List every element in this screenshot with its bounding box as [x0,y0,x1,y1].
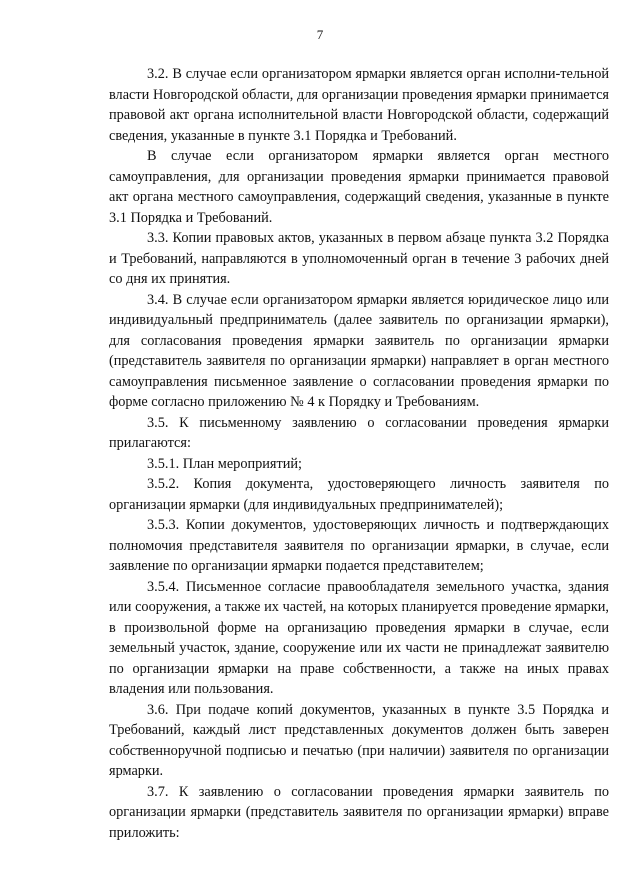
paragraph-3-6: 3.6. При подаче копий документов, указанных в пункте 3.5 Порядка и Требований, каждый лист представленных документов должен быть заверен собственноручной подписью и печатью (при наличии) заявителя по организации ярмарки. [109,701,609,779]
paragraph-3-4: 3.4. В случае если организатором ярмарки является юридическое лицо или индивидуальный предприниматель (далее заявитель по организации ярмарки), для согласования проведения ярмарки заявитель по организации ярмарки (представитель заявителя по организации ярмарки) направляет в орган местного самоуправления письменное заявление о согласовании проведения ярмарки по форме согласно приложению № 4 к Порядку и Требованиям. [109,291,609,410]
paragraph-3-5-2: 3.5.2. Копия документа, удостоверяющего личность заявителя по организации ярмарки (для индивидуальных предпринимателей); [109,476,609,513]
paragraph-3-2-local: В случае если организатором ярмарки является орган местного самоуправления, для организации проведения ярмарки принимается правовой акт органа местного самоуправления, содержащий сведения, указанные в пункте 3.1 Порядка и Требований. [109,148,609,226]
paragraph-3-3: 3.3. Копии правовых актов, указанных в первом абзаце пункта 3.2 Порядка и Требований, направляются в уполномоченный орган в течение 3 рабочих дней со дня их принятия. [109,230,609,287]
document-body [109,64,609,843]
paragraph-3-5: 3.5. К письменному заявлению о согласовании проведения ярмарки прилагаются: [109,414,609,451]
paragraph-3-7: 3.7. К заявлению о согласовании проведения ярмарки заявитель по организации ярмарки (представитель заявителя по организации ярмарки) вправе приложить: [109,783,609,841]
paragraph-3-2: 3.2. В случае если организатором ярмарки является орган исполни-тельной власти Новгородской области, для организации проведения ярмарки принимается правовой акт органа исполнительной власти Новгородской области, содержащий сведения, указанные в пункте 3.1 Порядка и Требований. [109,66,609,144]
paragraph-3-5-3: 3.5.3. Копии документов, удостоверяющих личность и подтверждающих полномочия представителя заявителя по организации ярмарки, в случае, если заявление по организации ярмарки подается представителем; [109,517,609,574]
page-number: 7 [316,27,324,42]
paragraph-3-5-4: 3.5.4. Письменное согласие правообладателя земельного участка, здания или сооружения, а также их частей, на которых планируется проведение ярмарки, в произвольной форме на организацию проведения ярмарки в случае, если земельный участок, здание, сооружение или их части не принадлежат заявителю по организации ярмарки на праве собственности, а также на иных правах владения или пользования. [109,578,609,697]
paragraph-3-5-1: 3.5.1. План мероприятий; [147,455,303,472]
